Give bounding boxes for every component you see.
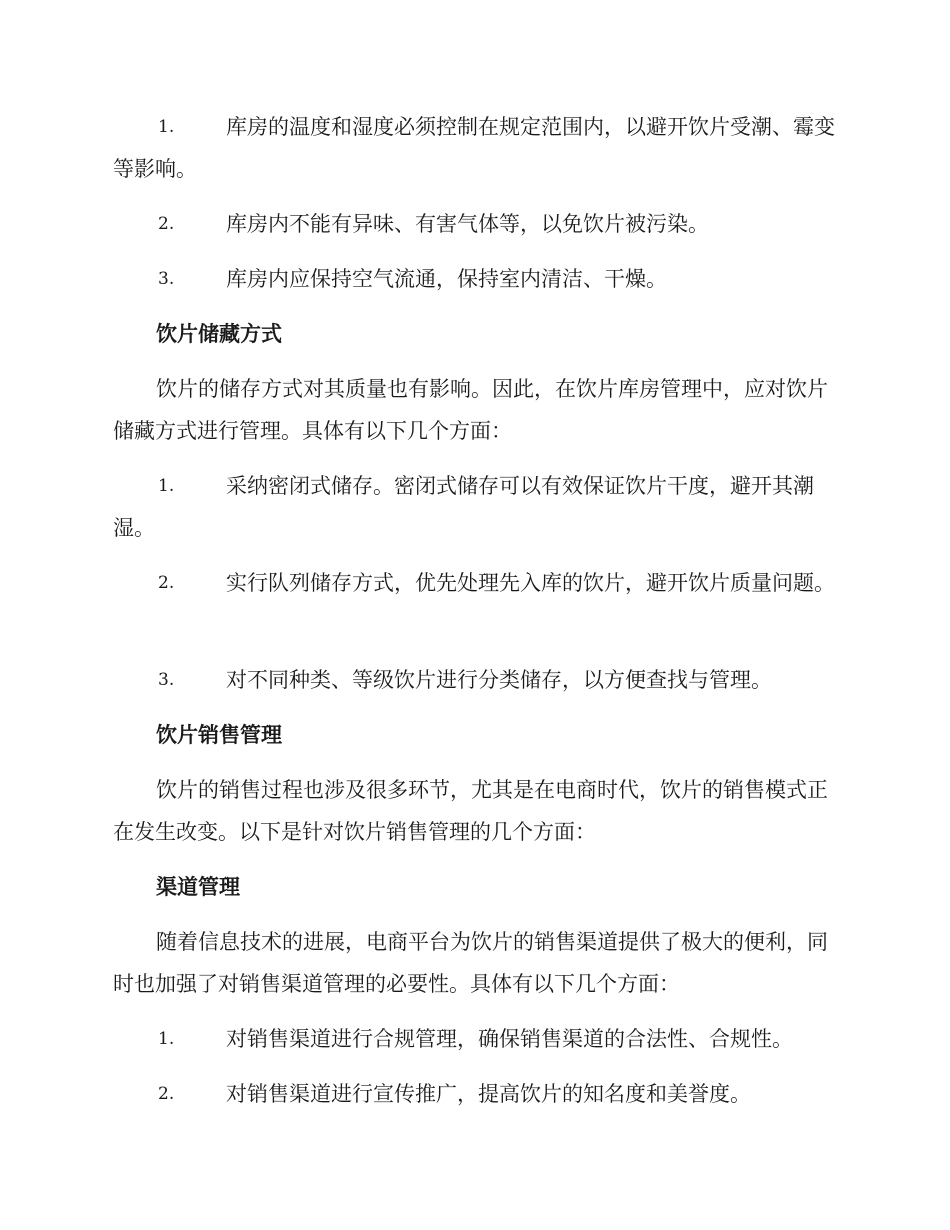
list-number: 2.: [158, 1084, 175, 1104]
section-heading: 饮片销售管理: [156, 723, 282, 747]
list-item: [113, 562, 835, 604]
section-heading: 渠道管理: [156, 875, 240, 899]
list-number: 2.: [158, 214, 175, 234]
list-item: [113, 1018, 835, 1060]
list-item: [113, 258, 835, 300]
list-number: 2.: [158, 573, 175, 593]
list-item: [113, 203, 835, 245]
list-number: 1.: [158, 117, 175, 137]
list-text: 库房内应保持空气流通，保持室内清洁、干燥。: [226, 267, 667, 291]
list-text: 对销售渠道进行宣传推广，提高饮片的知名度和美誉度。: [226, 1082, 751, 1106]
list-text: 库房内不能有异味、有害气体等，以免饮片被污染。: [226, 212, 709, 236]
list-item: [113, 106, 835, 190]
list-text: 库房的温度和湿度必须控制在规定范围内，以避开饮片受潮、霉变等影响。: [113, 115, 835, 181]
list-number: 3.: [158, 670, 175, 690]
list-item: [113, 659, 835, 701]
section-heading: 饮片储藏方式: [156, 322, 282, 346]
list-item: [113, 1073, 835, 1115]
list-number: 3.: [158, 269, 175, 289]
paragraph: 饮片的储存方式对其质量也有影响。因此，在饮片库房管理中，应对饮片储藏方式进行管理。具体有以下几个方面：: [113, 377, 828, 443]
list-text: 对销售渠道进行合规管理，确保销售渠道的合法性、合规性。: [226, 1027, 793, 1051]
list-number: 1.: [158, 476, 175, 496]
paragraph: 饮片的销售过程也涉及很多环节，尤其是在电商时代，饮片的销售模式正在发生改变。以下是针对饮片销售管理的几个方面：: [113, 778, 828, 844]
list-number: 1.: [158, 1029, 175, 1049]
paragraph: 随着信息技术的进展，电商平台为饮片的销售渠道提供了极大的便利，同时也加强了对销售渠道管理的必要性。具体有以下几个方面：: [113, 930, 828, 996]
list-text: 采纳密闭式储存。密闭式储存可以有效保证饮片干度，避开其潮湿。: [113, 474, 814, 540]
list-text: 对不同种类、等级饮片进行分类储存，以方便查找与管理。: [226, 668, 772, 692]
list-text: 实行队列储存方式，优先处理先入库的饮片，避开饮片质量问题。: [226, 571, 835, 595]
list-item: [113, 465, 835, 549]
